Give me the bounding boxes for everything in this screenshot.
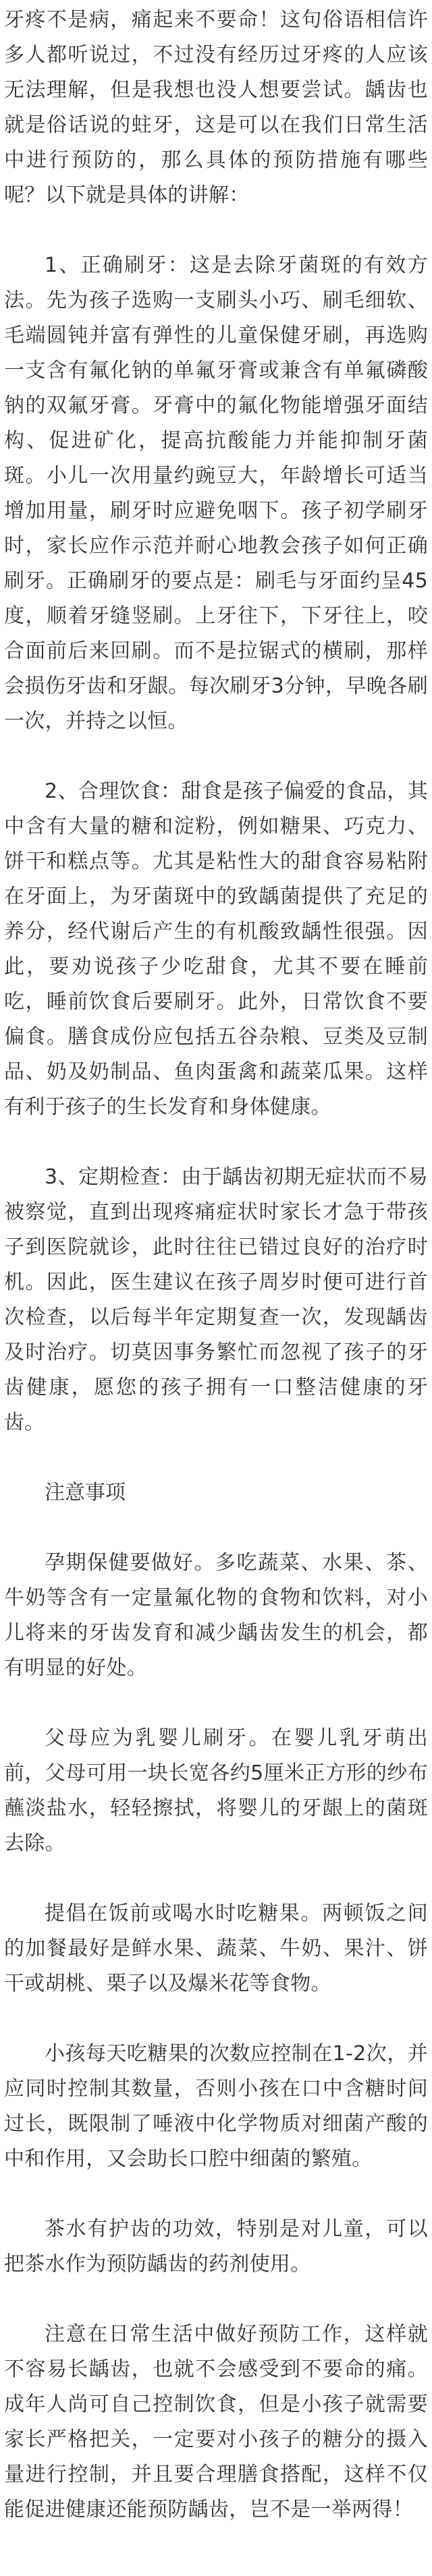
- note-prevention-paragraph: 注意在日常生活中做好预防工作，这样就不容易长龋齿，也就不会感受到不要命的痛。成年人尚可自己控制饮食，但是小孩子就需要家长严格把关，一定要对小孩子的糖分的摄入量进行控制，并且要合理膳食搭配，这样不仅能促进健康还能预防龋齿，岂不是一举两得！: [4, 2322, 428, 2521]
- note-pregnancy-paragraph: 孕期保健要做好。多吃蔬菜、水果、茶、牛奶等含有一定量氟化物的食物和饮料，对小儿将来的牙齿发育和减少龋齿发生的机会，都有明显的好处。: [4, 1551, 428, 1680]
- paragraph-gap: [4, 2177, 428, 2212]
- paragraph-gap: [4, 213, 428, 248]
- note-tea-paragraph: 茶水有护齿的功效，特别是对儿童，可以把茶水作为预防龋齿的药剂使用。: [4, 2217, 428, 2276]
- note-candy-timing-paragraph: 提倡在饭前或喝水时吃糖果。两顿饭之间的加餐最好是鲜水果、蔬菜、牛奶、果汁、饼干或胡桃、栗子以及爆米花等食物。: [4, 1902, 428, 1995]
- tip-diet-paragraph: 2、合理饮食：甜食是孩子偏爱的食品，其中含有大量的糖和淀粉，例如糖果、巧克力、饼干和糕点等。尤其是粘性大的甜食容易粘附在牙面上，为牙菌斑中的致龋菌提供了充足的养分，经代谢后产生的有机酸致龋性很强。因此，要劝说孩子少吃甜食，尤其不要在睡前吃，睡前饮食后要刷牙。此外，日常饮食不要偏食。膳食成份应包括五谷杂粮、豆类及豆制品、奶及奶制品、鱼肉蛋禽和蔬菜瓜果。这样有利于孩子的生长发育和身体健康。: [4, 780, 428, 1119]
- paragraph-gap: [4, 1511, 428, 1546]
- paragraph-gap: [4, 2282, 428, 2317]
- paragraph-gap: [4, 1861, 428, 1896]
- note-candy-frequency-paragraph: 小孩每天吃糖果的次数应控制在1-2次，并应同时控制其数量，否则小孩在口中含糖时间过长，既限制了唾液中化学物质对细菌产酸的中和作用，又会助长口腔中细菌的繁殖。: [4, 2042, 428, 2171]
- note-infant-brushing-paragraph: 父母应为乳婴儿刷牙。在婴儿乳牙萌出前，父母可用一块长宽各约5厘米正方形的纱布蘸淡盐水，轻轻擦拭，将婴儿的牙龈上的菌斑去除。: [4, 1726, 428, 1855]
- tip-brushing-paragraph: 1、正确刷牙：这是去除牙菌斑的有效方法。先为孩子选购一支刷头小巧、刷毛细软、毛端圆钝并富有弹性的儿童保健牙刷，再选购一支含有氟化钠的单氟牙膏或兼含有单氟磷酸钠的双氟牙膏。牙膏中的氟化物能增强牙面结构、促进矿化，提高抗酸能力并能抑制牙菌斑。小儿一次用量约豌豆大，年龄增长可适当增加用量，刷牙时应避免咽下。孩子初学刷牙时，家长应作示范并耐心地教会孩子如何正确刷牙。正确刷牙的要点是：刷毛与牙面约呈45度，顺着牙缝竖刷。上牙往下，下牙往上，咬合面前后来回刷。而不是拉锯式的横刷，那样会损伤牙齿和牙龈。每次刷牙3分钟，早晚各刷一次，并持之以恒。: [4, 254, 428, 733]
- tip-checkup-paragraph: 3、定期检查：由于龋齿初期无症状而不易被察觉，直到出现疼痛症状时家长才急于带孩子到医院就诊，此时往往已错过良好的治疗时机。因此，医生建议在孩子周岁时便可进行首次检查，以后每半年定期复查一次，发现龋齿及时治疗。切莫因事务繁忙而忽视了孩子的牙齿健康，愿您的孩子拥有一口整洁健康的牙齿。: [4, 1165, 428, 1434]
- paragraph-gap: [4, 2001, 428, 2037]
- paragraph-gap: [4, 739, 428, 774]
- intro-paragraph: 牙疼不是病，痛起来不要命！这句俗语相信许多人都听说过，不过没有经历过牙疼的人应该无法理解，但是我想也没人想要尝试。龋齿也就是俗话说的蛀牙，这是可以在我们日常生活中进行预防的，那么具体的预防措施有哪些呢？以下就是具体的讲解：: [4, 8, 428, 207]
- paragraph-gap: [4, 1125, 428, 1160]
- notes-heading: 注意事项: [45, 1481, 126, 1504]
- paragraph-gap: [4, 1686, 428, 1721]
- paragraph-gap: [4, 1440, 428, 1475]
